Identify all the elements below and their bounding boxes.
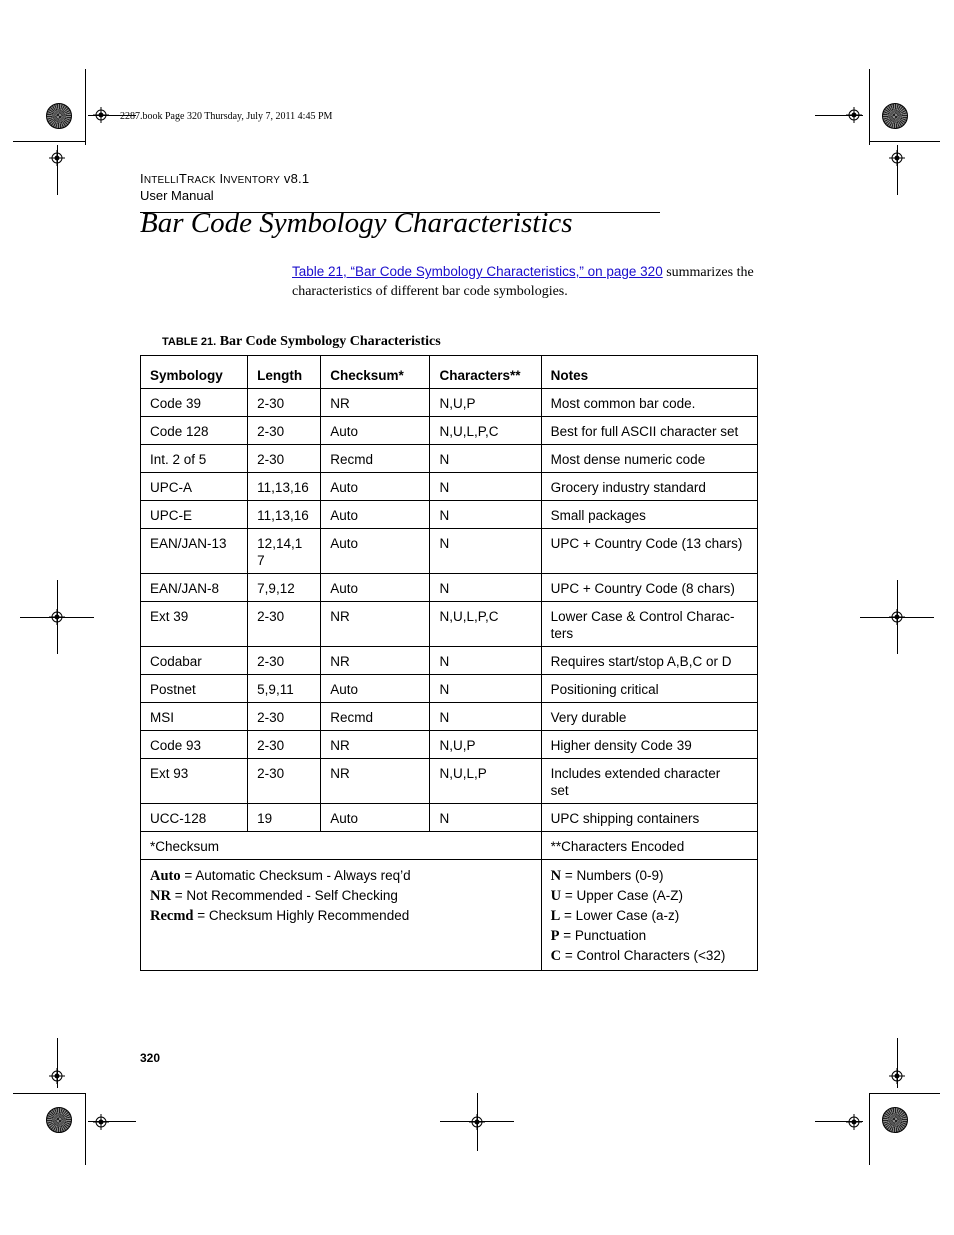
table-cell: N bbox=[430, 804, 541, 832]
title-cap: T bbox=[178, 171, 188, 186]
characters-legend-key: C bbox=[550, 948, 562, 964]
table-cell: N bbox=[430, 675, 541, 703]
characters-legend-desc: = Numbers (0-9) bbox=[561, 868, 664, 883]
table-cell: EAN/JAN-13 bbox=[141, 529, 248, 574]
table-cell: 7,9,12 bbox=[248, 574, 321, 602]
table-row bbox=[141, 529, 758, 574]
header-checksum: Checksum* bbox=[321, 356, 430, 389]
table-cell: Ext 39 bbox=[141, 602, 248, 647]
table-cell: UCC-128 bbox=[141, 804, 248, 832]
table-row bbox=[141, 675, 758, 703]
table-cell: NR bbox=[321, 759, 430, 804]
characters-legend-key: N bbox=[550, 868, 562, 884]
page-title: Bar Code Symbology Characteristics bbox=[140, 207, 573, 239]
table-cell: Auto bbox=[321, 804, 430, 832]
registration-dial-icon bbox=[882, 103, 908, 129]
checksum-legend-desc: = Checksum Highly Recommended bbox=[193, 908, 410, 923]
table-row bbox=[141, 804, 758, 832]
table-cell: 2-30 bbox=[248, 445, 321, 473]
table-cell: N bbox=[430, 647, 541, 675]
table-cell: UPC-A bbox=[141, 473, 248, 501]
table-cell: UPC + Country Code (8 chars) bbox=[541, 574, 757, 602]
checksum-legend-key: NR bbox=[150, 888, 171, 904]
table-row bbox=[141, 574, 758, 602]
table-cell: N,U,L,P bbox=[430, 759, 541, 804]
table-row bbox=[141, 731, 758, 759]
table-cell: N bbox=[430, 529, 541, 574]
characters-legend-item bbox=[551, 926, 748, 946]
table-header-row bbox=[141, 356, 758, 389]
table-cell: Recmd bbox=[321, 445, 430, 473]
table-cell: Best for full ASCII character set bbox=[541, 417, 757, 445]
legend-row bbox=[141, 860, 758, 971]
symbology-table bbox=[140, 355, 758, 971]
table-cell: N bbox=[430, 445, 541, 473]
table-row bbox=[141, 473, 758, 501]
registration-dial-icon bbox=[46, 103, 72, 129]
table-cell: Auto bbox=[321, 473, 430, 501]
header-length: Length bbox=[248, 356, 321, 389]
table-cell: UPC shipping containers bbox=[541, 804, 757, 832]
title-cap: I bbox=[215, 171, 224, 186]
table-cell: Requires start/stop A,B,C or D bbox=[541, 647, 757, 675]
table-cell: Auto bbox=[321, 574, 430, 602]
table-cell: N,U,P bbox=[430, 389, 541, 417]
title-smallcaps: NVENTORY bbox=[223, 175, 281, 186]
table-cell: Higher density Code 39 bbox=[541, 731, 757, 759]
table-row bbox=[141, 703, 758, 731]
table-cell: Very durable bbox=[541, 703, 757, 731]
characters-legend-key: P bbox=[550, 928, 560, 944]
title-cap: I bbox=[140, 171, 144, 186]
table-cell: N bbox=[430, 501, 541, 529]
table-cell: Code 93 bbox=[141, 731, 248, 759]
characters-legend-item bbox=[551, 946, 748, 966]
table-cell: Most common bar code. bbox=[541, 389, 757, 417]
table-cell: Grocery industry standard bbox=[541, 473, 757, 501]
table-cell: 5,9,11 bbox=[248, 675, 321, 703]
table-cell: Small packages bbox=[541, 501, 757, 529]
table-cell: N bbox=[430, 703, 541, 731]
characters-legend-item bbox=[551, 886, 748, 906]
table-cell: Codabar bbox=[141, 647, 248, 675]
table-row bbox=[141, 602, 758, 647]
checksum-legend-desc: = Automatic Checksum - Always req’d bbox=[180, 868, 411, 883]
checksum-legend-key: Recmd bbox=[150, 908, 194, 924]
page-number: 320 bbox=[140, 1051, 161, 1065]
table-cell: 11,13,16 bbox=[248, 473, 321, 501]
table-cell: Ext 93 bbox=[141, 759, 248, 804]
table-cell: Int. 2 of 5 bbox=[141, 445, 248, 473]
table-cell: N bbox=[430, 574, 541, 602]
checksum-legend-key: Auto bbox=[150, 868, 181, 884]
characters-legend bbox=[541, 860, 757, 971]
characters-legend-item bbox=[551, 906, 748, 926]
table-cell: NR bbox=[321, 389, 430, 417]
table-row bbox=[141, 647, 758, 675]
table-link[interactable]: Table 21, “Bar Code Symbology Characteristics,” on page 320 bbox=[292, 264, 663, 279]
characters-legend-key: U bbox=[550, 888, 562, 904]
table-cell: 2-30 bbox=[248, 759, 321, 804]
table-caption-label: TABLE 21. bbox=[162, 336, 217, 348]
table-cell: N bbox=[430, 473, 541, 501]
table-cell: 12,14,1 7 bbox=[248, 529, 321, 574]
table-row bbox=[141, 759, 758, 804]
registration-dial-icon bbox=[46, 1107, 72, 1133]
footnote-row bbox=[141, 832, 758, 860]
title-smallcaps: RACK bbox=[187, 175, 216, 186]
table-cell: Code 39 bbox=[141, 389, 248, 417]
table-row bbox=[141, 445, 758, 473]
table-cell: 2-30 bbox=[248, 647, 321, 675]
table-cell: 2-30 bbox=[248, 602, 321, 647]
print-job-info: 2287.book Page 320 Thursday, July 7, 2011 4:45 PM bbox=[120, 111, 333, 122]
table-cell: NR bbox=[321, 602, 430, 647]
table-cell: 11,13,16 bbox=[248, 501, 321, 529]
table-cell: Positioning critical bbox=[541, 675, 757, 703]
registration-mark-icon bbox=[846, 1114, 862, 1130]
table-cell: UPC-E bbox=[141, 501, 248, 529]
table-cell: Postnet bbox=[141, 675, 248, 703]
registration-mark-icon bbox=[93, 1114, 109, 1130]
header-symbology: Symbology bbox=[141, 356, 248, 389]
header-notes: Notes bbox=[541, 356, 757, 389]
characters-legend-desc: = Punctuation bbox=[559, 928, 647, 943]
intro-text: summarizes the characteristics of different bar code symbologies. bbox=[292, 265, 754, 299]
running-header-title bbox=[140, 171, 309, 186]
table-cell: NR bbox=[321, 647, 430, 675]
title-smallcaps: NTELLI bbox=[143, 175, 179, 186]
registration-dial-icon bbox=[882, 1107, 908, 1133]
table-cell: 19 bbox=[248, 804, 321, 832]
characters-legend-item bbox=[551, 866, 748, 886]
header-characters: Characters** bbox=[430, 356, 541, 389]
table-cell: 2-30 bbox=[248, 731, 321, 759]
checksum-legend bbox=[141, 860, 542, 971]
table-body bbox=[141, 389, 758, 832]
intro-paragraph bbox=[292, 262, 762, 301]
table-cell: N,U,L,P,C bbox=[430, 417, 541, 445]
running-header-subtitle: User Manual bbox=[140, 188, 214, 203]
characters-legend-desc: = Control Characters (<32) bbox=[561, 948, 726, 963]
table-cell: UPC + Country Code (13 chars) bbox=[541, 529, 757, 574]
table-cell: Most dense numeric code bbox=[541, 445, 757, 473]
table-caption-title: Bar Code Symbology Characteristics bbox=[216, 334, 441, 349]
characters-legend-key: L bbox=[550, 908, 561, 924]
table-cell: Auto bbox=[321, 417, 430, 445]
table-caption bbox=[162, 332, 441, 350]
checksum-legend-item bbox=[150, 886, 532, 906]
table-cell: Recmd bbox=[321, 703, 430, 731]
table-cell: Includes extended character set bbox=[541, 759, 757, 804]
table-cell: EAN/JAN-8 bbox=[141, 574, 248, 602]
table-cell: 2-30 bbox=[248, 389, 321, 417]
table-row bbox=[141, 501, 758, 529]
footnote-checksum: *Checksum bbox=[141, 832, 542, 860]
table-cell: NR bbox=[321, 731, 430, 759]
checksum-legend-item bbox=[150, 906, 532, 926]
table-cell: Code 128 bbox=[141, 417, 248, 445]
table-cell: Auto bbox=[321, 501, 430, 529]
table-row bbox=[141, 417, 758, 445]
table-row bbox=[141, 389, 758, 417]
checksum-legend-item bbox=[150, 866, 532, 886]
checksum-legend-desc: = Not Recommended - Self Checking bbox=[170, 888, 398, 903]
characters-legend-desc: = Upper Case (A-Z) bbox=[561, 888, 684, 903]
table-cell: Auto bbox=[321, 675, 430, 703]
table-cell: MSI bbox=[141, 703, 248, 731]
table-cell: 2-30 bbox=[248, 703, 321, 731]
title-version: v8.1 bbox=[280, 171, 310, 186]
table-cell: Auto bbox=[321, 529, 430, 574]
characters-legend-desc: = Lower Case (a-z) bbox=[560, 908, 680, 923]
table-cell: N,U,L,P,C bbox=[430, 602, 541, 647]
table-cell: 2-30 bbox=[248, 417, 321, 445]
table-cell: N,U,P bbox=[430, 731, 541, 759]
table-cell: Lower Case & Control Charac- ters bbox=[541, 602, 757, 647]
footnote-characters: **Characters Encoded bbox=[541, 832, 757, 860]
